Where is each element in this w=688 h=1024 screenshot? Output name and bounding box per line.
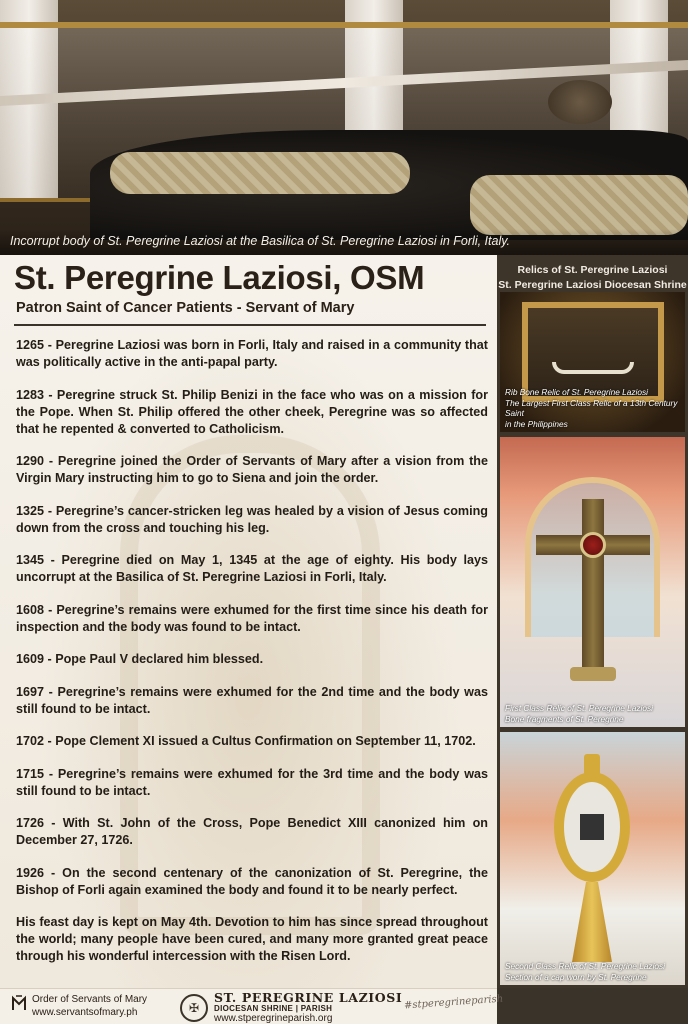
relic-caption xyxy=(505,703,653,724)
hero-photo xyxy=(0,0,688,255)
osm-block xyxy=(12,993,147,1019)
timeline-entry: 1702 - Pope Clement XI issued a Cultus Confirmation on September 11, 1702. xyxy=(16,734,476,748)
reliquary-stem xyxy=(572,882,612,962)
relics-heading xyxy=(497,263,688,293)
relics-heading-line2: St. Peregrine Laziosi Diocesan Shrine xyxy=(498,279,687,291)
relic-capsule xyxy=(580,532,606,558)
cross-vertical xyxy=(582,499,604,669)
footer xyxy=(0,988,504,1024)
relic-caption-line: First Class Relic of St. Peregrine Laziosi xyxy=(505,703,654,713)
rib-bone xyxy=(552,362,634,374)
relics-heading-line1: Relics of St. Peregrine Laziosi xyxy=(517,264,668,276)
shrine-sub: DIOCESAN SHRINE | PARISH xyxy=(214,1004,333,1013)
relic-caption-line: Second Class Relic of St. Peregrine Laziosi xyxy=(505,961,666,971)
relic-caption xyxy=(505,961,665,982)
rib-bone-relic-photo xyxy=(500,292,685,432)
cross-base xyxy=(570,667,616,681)
hashtag-logo: #stperegrineparish xyxy=(403,993,504,1012)
order-url-link[interactable]: www.servantsofmary.ph xyxy=(32,1007,138,1018)
title-divider xyxy=(14,324,486,326)
relics-sidebar xyxy=(497,255,688,988)
text-panel xyxy=(0,255,497,988)
cap-fragment xyxy=(580,814,604,840)
relic-caption-line: in the Philippines xyxy=(505,418,568,429)
timeline-entry: 1290 - Peregrine joined the Order of Servants of Mary after a vision from the Virgin Mary instructing him to go to Siena and join the order. xyxy=(16,454,488,485)
timeline xyxy=(16,337,488,965)
order-name: Order of Servants of Mary xyxy=(32,994,148,1005)
timeline-entry: 1609 - Pope Paul V declared him blessed. xyxy=(16,652,264,666)
timeline-entry: 1715 - Peregrine’s remains were exhumed for the 3rd time and the body was still found to be intact. xyxy=(16,766,488,798)
timeline-entry: 1265 - Peregrine Laziosi was born in Forli, Italy and raised in a community that was politically active in the anti-papal party. xyxy=(16,338,488,369)
shrine-name: ST. PEREGRINE LAZIOSI xyxy=(214,990,403,1005)
servite-logo-icon xyxy=(12,995,26,1011)
cross-relic-photo xyxy=(500,437,685,727)
hero-caption: Incorrupt body of St. Peregrine Laziosi at the Basilica of St. Peregrine Laziosi in Forli, Italy. xyxy=(0,229,688,255)
feast-day-note: His feast day is kept on May 4th. Devotion to him has since spread throughout the world; many people have been cured, and many more granted great peace through his wonderful intercession with the Risen Lord. xyxy=(16,915,488,963)
saint-head xyxy=(548,80,612,124)
relic-caption-line: Rib Bone Relic of St. Peregrine Laziosi xyxy=(505,387,648,397)
shrine-block xyxy=(180,992,402,1024)
timeline-entry: 1726 - With St. John of the Cross, Pope Benedict XIII canonized him on December 27, 1726. xyxy=(16,816,488,847)
relic-caption-line: Section of a cap worn by St. Peregrine xyxy=(505,971,647,982)
timeline-entry: 1325 - Peregrine’s cancer-stricken leg was healed by a vision of Jesus coming down from the cross and touching his leg. xyxy=(16,503,488,535)
page-title: St. Peregrine Laziosi, OSM xyxy=(14,259,425,296)
timeline-entry: 1608 - Peregrine’s remains were exhumed for the first time since his death for inspection and the body was found to be intact. xyxy=(16,602,488,634)
page-subtitle: Patron Saint of Cancer Patients - Servant of Mary xyxy=(16,300,355,316)
shrine-url-link[interactable]: www.stperegrineparish.org xyxy=(214,1013,333,1024)
gold-pillow xyxy=(110,152,410,194)
timeline-entry: 1283 - Peregrine struck St. Philip Benizi in the face who was on a mission for the Pope. When St. Philip offered the other cheek, Peregrine was so affected that he repented & converted to Catholicism. xyxy=(16,387,488,436)
relic-caption-line: The Largest First Class Relic of a 13th Century Saint xyxy=(505,397,678,418)
cap-relic-photo xyxy=(500,732,685,985)
relic-caption xyxy=(505,387,685,429)
shrine-seal-icon: ✠ xyxy=(180,994,208,1022)
timeline-entry: 1697 - Peregrine’s remains were exhumed for the 2nd time and the body was still found to be intact. xyxy=(16,684,488,716)
timeline-entry: 1926 - On the second centenary of the canonization of St. Peregrine, the Bishop of Forli again examined the body and found it to be nearly perfect. xyxy=(16,865,488,897)
relic-caption-line: Bone fragments of St. Peregrine xyxy=(505,713,624,724)
timeline-entry: 1345 - Peregrine died on May 1, 1345 at the age of eighty. His body lays uncorrupt at the Basilica of St. Peregrine Laziosi in Forli, Italy. xyxy=(16,553,488,584)
gold-pillow-right xyxy=(470,175,688,235)
